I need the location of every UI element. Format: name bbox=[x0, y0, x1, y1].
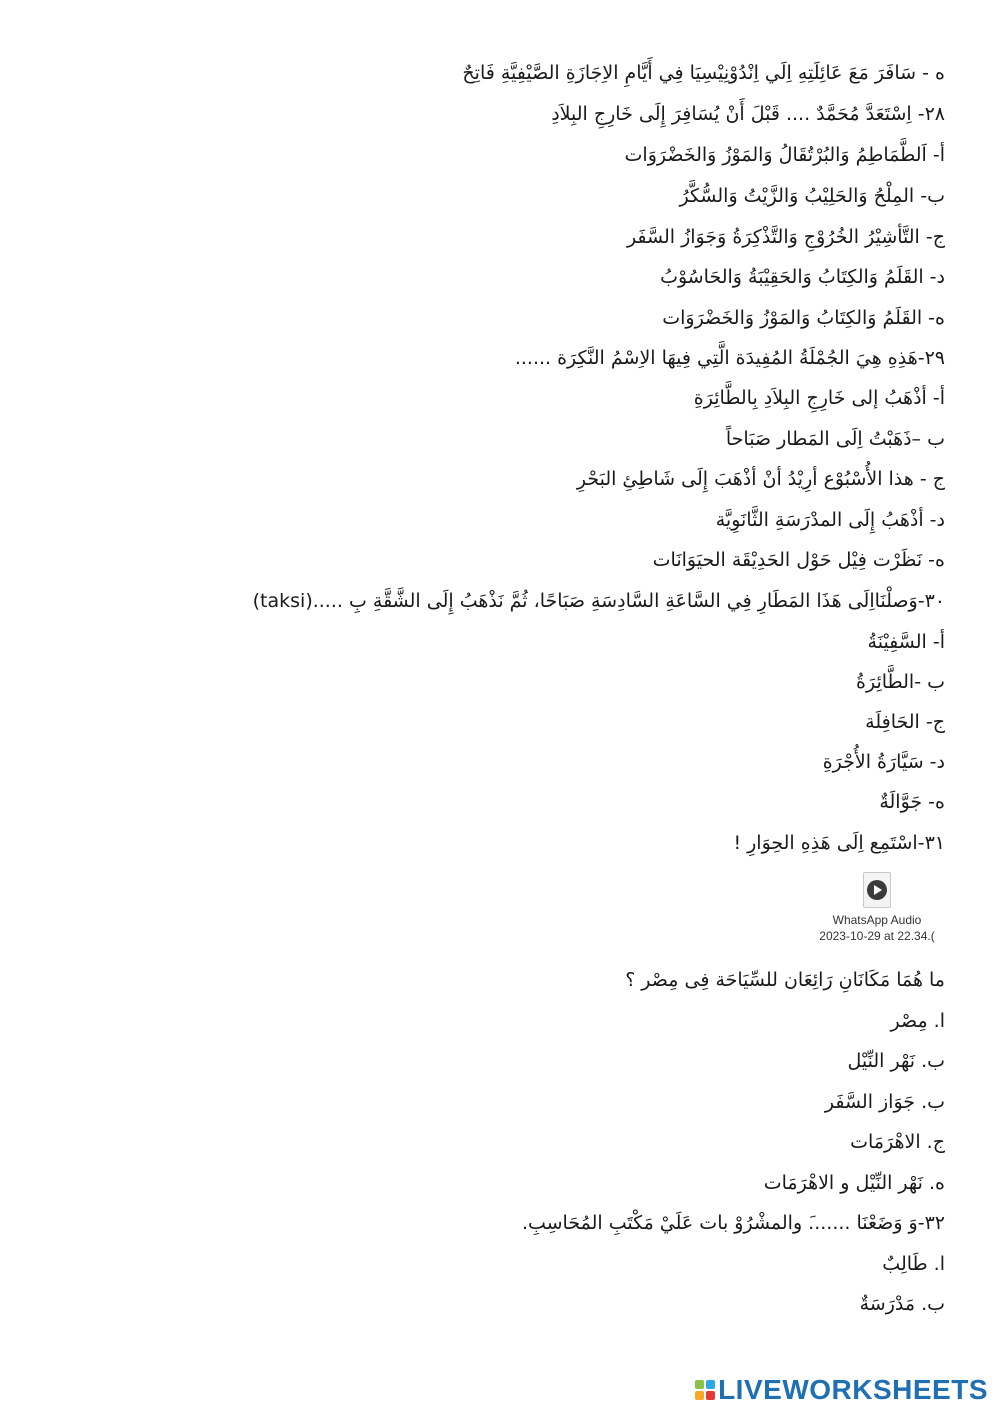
answer-option-a-q30: أ- السَّفِيْنَةُ bbox=[867, 631, 945, 653]
answer-option-e-q28: ه- القَلَمُ وَالكِتَابُ وَالمَوْزُ وَالخَضْرَوَات bbox=[662, 307, 945, 329]
answer-option-a-q28: أ- اَلطَّمَاطِمُ وَالبُرْتُقَالُ وَالمَوْزُ وَالخَضْرَوَات bbox=[624, 144, 945, 166]
answer-option-e-q27: ه - سَافَرَ مَعَ عَائِلَتِهِ اِلَي اِنْدُوْنِيْسِيَا فِي أَيَّامِ الاِجَازَةِ الصَّيْفِيَّةِ فَاتِحٌ bbox=[462, 62, 945, 84]
liveworksheets-logo[interactable] bbox=[695, 1374, 988, 1406]
answer-option-b-q29: ب –ذَهَبْتُ اِلَى المَطار صَبَاحاً bbox=[725, 428, 945, 450]
question-32: ٣٢-وَ وَضَعْنَا .......َ والمشْرُوْ بات عَلَيْ مَكْتَبِ المُحَاسِبِ. bbox=[521, 1212, 945, 1234]
question-31: ٣١-اسْتَمِع اِلَى هَذِهِ الحِوَارِ ! bbox=[733, 832, 945, 854]
answer-option-c-q28: ج- التَّأشِيْرُ الخُرُوْجِ وَالتَّذْكِرَةُ وَجَوَازُ السَّفَر bbox=[626, 226, 945, 248]
answer-option-e-q31: ه. نَهْر النِّيْل و الاهْرَمَات bbox=[763, 1172, 945, 1194]
answer-option-e-q29: ه- نَظَرْت فِيْل حَوْل الحَدِيْقَة الحيَوَانَات bbox=[652, 549, 945, 571]
play-icon bbox=[867, 880, 887, 900]
answer-option-d-q30: د- سَيَّارَةُ الأُجْرَةِ bbox=[822, 751, 945, 773]
answer-option-b2-q31: ب. جَوَاز السَّفَر bbox=[824, 1091, 945, 1113]
answer-option-c-q29: ج - هذا الأُسْبُوْع أرِيْدُ أنْ أذْهَبَ إِلَى شَاطِئِ البَحْرِ bbox=[576, 468, 945, 490]
question-31-prompt: ما هُمَا مَكَانَانِ رَائِعَان للسِّيَاحَة فِى مِصْر ؟ bbox=[625, 969, 945, 991]
question-29: ٢٩-هَذِهِ هِيَ الجُمْلَةُ المُفِيدَة الَّتِي فِيهَا الاِسْمُ النَّكِرَة ...... bbox=[514, 347, 945, 369]
answer-option-c-q30: ج- الحَافِلَة bbox=[865, 711, 945, 733]
answer-option-a-q31: ا. مِصْر bbox=[890, 1010, 945, 1032]
answer-option-e-q30: ه- جَوَّالَةٌ bbox=[879, 791, 945, 813]
audio-file-icon[interactable] bbox=[863, 872, 891, 908]
question-28: ٢٨- اِسْتَعَدَّ مُحَمَّدٌ .... قَبْلَ أَنْ يُسَافِرَ إِلَى خَارِجِ البِلاَدِ bbox=[551, 103, 945, 125]
audio-file-name: WhatsApp Audio bbox=[832, 913, 922, 927]
answer-option-b-q28: ب- المِلْحُ وَالحَلِيْبُ وَالزَّيْتُ وَالسُّكَّرُ bbox=[679, 185, 945, 207]
answer-option-d-q29: د- أذْهَبُ إِلَى المدْرَسَةِ الثَّانَوِيَّة bbox=[715, 509, 945, 531]
answer-option-b-q32: ب. مَدْرَسَةٌ bbox=[859, 1293, 945, 1315]
logo-text: LIVEWORKSHEETS bbox=[718, 1374, 988, 1405]
answer-option-b-q30: ب -الطَّائِرَةُ bbox=[856, 671, 945, 693]
answer-option-a-q32: ا. طَالِبٌ bbox=[882, 1253, 945, 1275]
question-30: ٣٠-وَصلْنَااِلَى هَذَا المَطَارِ فِي السَّاعَةِ السَّادِسَةِ صَبَاحًا، ثُمَّ نَذْهَبُ إِلَى الشَّقَّةِ بِ .....(taksi) bbox=[252, 590, 945, 612]
answer-option-a-q29: أ- أذْهَبُ إلى خَارِجِ البِلاَدِ بِالطَّائِرَةِ bbox=[693, 387, 945, 409]
answer-option-b-q31: ب. نَهْر النِّيْل bbox=[847, 1050, 945, 1072]
audio-file-date: 2023-10-29 at 22.34.( bbox=[819, 929, 935, 943]
answer-option-c-q31: ج. الاهْرَمَات bbox=[850, 1131, 945, 1153]
logo-mark-icon bbox=[695, 1380, 715, 1400]
audio-attachment[interactable] bbox=[812, 872, 942, 944]
answer-option-d-q28: د- القَلَمُ وَالكِتَابُ وَالحَقِيْبَةُ وَالحَاسُوْبُ bbox=[660, 266, 945, 288]
